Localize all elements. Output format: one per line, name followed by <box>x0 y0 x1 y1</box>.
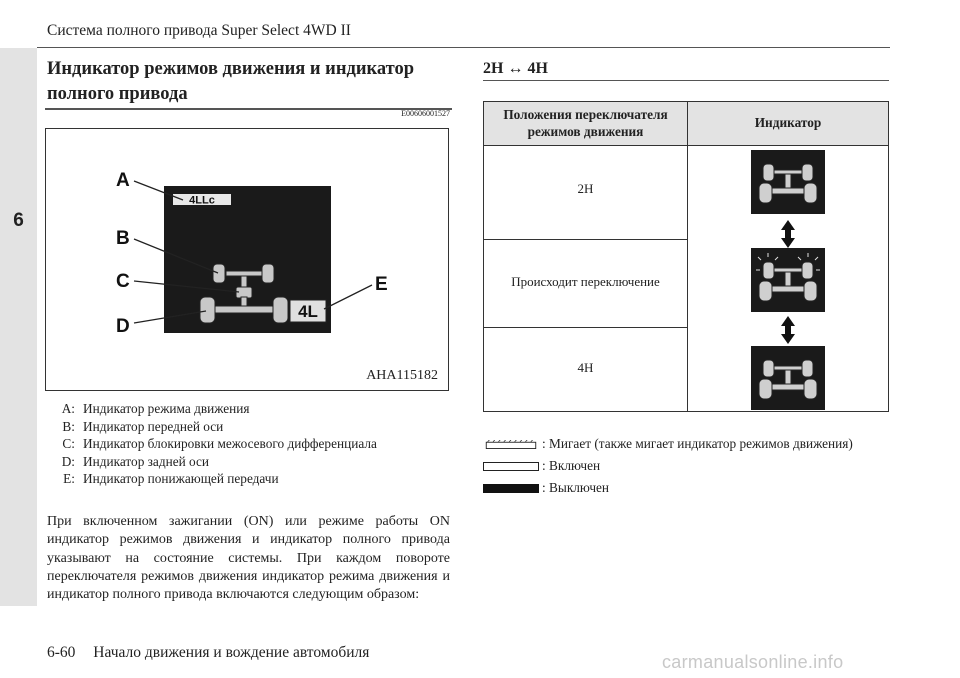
callout-line-e <box>324 285 372 309</box>
front-axle-bar <box>226 271 262 276</box>
page-number: 6-60 <box>47 644 76 661</box>
front-right-wheel <box>262 264 274 283</box>
legend-key: C: <box>62 436 75 451</box>
legend-key: E: <box>63 471 75 486</box>
legend-text: Индикатор передней оси <box>83 418 224 434</box>
indicator-figure <box>45 128 449 391</box>
table-row-divider <box>484 327 687 328</box>
key-off-text: : Выключен <box>542 480 610 495</box>
legend-item <box>57 400 377 418</box>
callout-b: B <box>116 228 130 249</box>
rear-right-wheel <box>273 297 288 323</box>
indicator-sequence <box>688 146 888 411</box>
rear-axle-bar <box>214 306 274 313</box>
chapter-number: 6 <box>13 210 24 231</box>
legend-text: Индикатор задней оси <box>83 453 210 469</box>
callout-d: D <box>116 316 130 337</box>
off-swatch-icon <box>483 484 539 493</box>
blink-swatch-icon <box>483 440 539 449</box>
callout-c: C <box>116 271 130 292</box>
indicator-2h <box>751 150 825 214</box>
legend-item <box>57 435 377 453</box>
indicator-table <box>483 101 889 412</box>
mode-change-title: 2H ↔ 4H <box>483 60 548 77</box>
legend-text: Индикатор понижающей передачи <box>83 471 279 486</box>
legend-item <box>57 470 377 488</box>
indicator-4h <box>751 346 825 410</box>
running-header: Система полного привода Super Select 4WD II <box>47 22 351 39</box>
drive-mode-text: 4LLc <box>189 194 215 207</box>
transition-arrow-icon <box>781 316 795 344</box>
front-left-wheel <box>213 264 225 283</box>
page-footer <box>47 644 369 662</box>
figure-legend <box>57 400 377 488</box>
transition-arrow-icon <box>781 220 795 248</box>
key-blink-text: : Мигает (также мигает индикатор режимов движения) <box>542 436 853 451</box>
mode-change-rule <box>483 80 889 81</box>
legend-item <box>57 418 377 436</box>
legend-key: D: <box>61 453 75 469</box>
watermark: carmanualsonline.info <box>662 652 844 672</box>
low-gear-text: 4L <box>298 302 318 321</box>
on-swatch-icon <box>483 462 539 471</box>
legend-key: B: <box>62 418 75 434</box>
body-paragraph: При включенном зажигании (ON) или режиме работы ON индикатор режимов движения и индикатор полного привода указывают на состояние системы. При каждом повороте переключателя режимов движения индикатор режима движения и индикатор полного привода включаются следующим образом: <box>47 514 450 603</box>
section-title: Индикатор режимов движения и индикатор полного привода <box>47 59 415 104</box>
legend-item <box>57 453 377 471</box>
callout-e: E <box>375 274 388 295</box>
section-code: E00606001527 <box>401 109 450 118</box>
key-blink <box>483 436 853 452</box>
table-row-4h: 4H <box>577 360 594 375</box>
table-header-indicator: Индикатор <box>754 115 822 130</box>
key-off <box>483 480 609 496</box>
table-header-switch-position: Положения переключателя режимов движения <box>503 107 668 139</box>
indicator-diagram <box>46 129 448 390</box>
table-row-switching: Происходит переключение <box>511 274 660 289</box>
key-on-text: : Включен <box>542 458 601 473</box>
legend-text: Индикатор блокировки межосевого дифференциала <box>83 436 377 451</box>
header-rule <box>37 47 890 48</box>
table-row-2h: 2H <box>577 181 594 196</box>
key-on <box>483 458 600 474</box>
legend-key: A: <box>61 401 75 416</box>
legend-text: Индикатор режима движения <box>83 401 250 416</box>
rear-left-wheel <box>200 297 215 323</box>
callout-a: A <box>116 170 130 191</box>
indicator-switching <box>751 248 825 312</box>
table-header <box>484 102 888 146</box>
figure-code: AHA115182 <box>366 368 438 383</box>
table-row-divider <box>484 239 687 240</box>
chapter-side-tab <box>0 48 37 606</box>
footer-section: Начало движения и вождение автомобиля <box>93 644 370 661</box>
